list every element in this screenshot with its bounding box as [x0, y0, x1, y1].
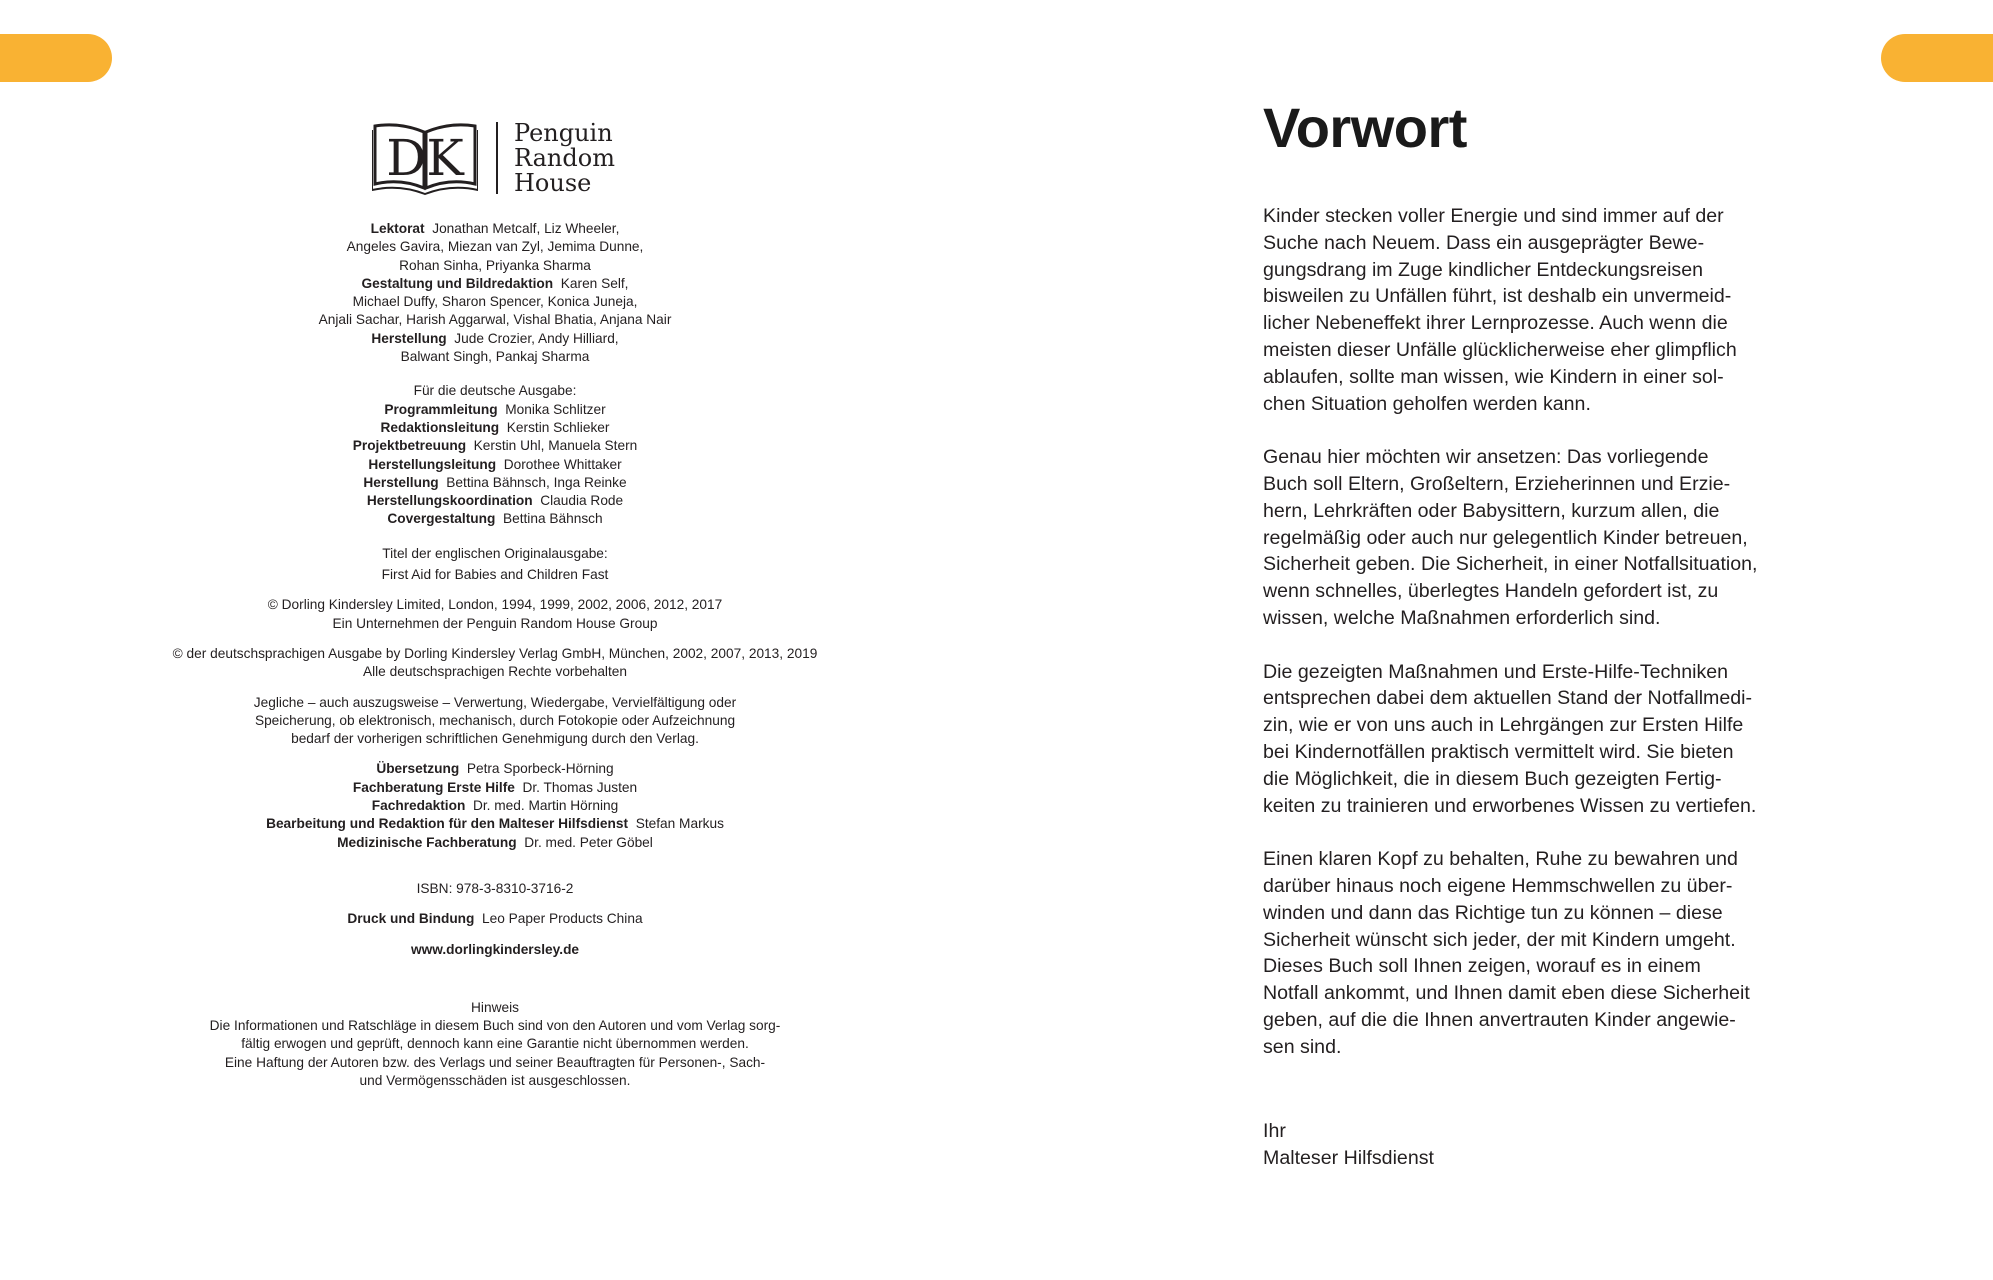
credits-english: Lektorat Jonathan Metcalf, Liz Wheeler, Angeles Gavira, Miezan van Zyl, Jemima Dunne, Rohan Sinha, Priyanka Sharma Gestaltung und Bildredaktion Karen Self, Michael Duffy, Sharon Spencer, Konica Juneja, Anjali Sachar, Harish Aggarwal, Vishal Bhatia, Anjana Nair Herstellung Jude Crozier, Andy Hilliard, Balwant Singh, Pankaj Sharma	[318, 221, 672, 365]
dk-logo-icon	[372, 120, 478, 196]
sign-off: Ihr Malteser Hilfsdienst	[1263, 1120, 1434, 1169]
translation-credits: Übersetzung Petra Sporbeck-Hörning Fachberatung Erste Hilfe Dr. Thomas Justen Fachredaktion Dr. med. Martin Hörning Bearbeitung und Redaktion für den Malteser Hilfsdienst Stefan Markus Medizinische Fachberatung Dr. med. Peter Göbel	[266, 761, 724, 850]
print-credit: Druck und Bindung Leo Paper Products China	[347, 911, 643, 927]
penguin-random-house-wordmark: Penguin Random House	[514, 118, 615, 197]
disclaimer-note: Hinweis Die Informationen und Ratschläge in diesem Buch sind von den Autoren und vom Verlag sorg- fältig erwogen und geprüft, dennoch kann eine Garantie nicht übernommen werden. Eine Haftung der Autoren bzw. des Verlags und seiner Beauftragten für Personen-, Sach- und Vermögensschäden ist ausgeschlossen.	[209, 999, 781, 1088]
foreword-body	[1263, 203, 1863, 1087]
logo-divider	[496, 122, 498, 194]
foreword-paragraph: Die gezeigten Maßnahmen und Erste-Hilfe-Techniken entsprechen dabei dem aktuellen Stand der Notfallmedi- zin, wie er von uns auch in Lehrgängen zur Ersten Hilfe bei Kindernotfällen praktisch vermittelt wird. Sie bieten die Möglichkeit, die in diesem Buch gezeigten Fertig- keiten zu trainieren und erworbenes Wissen zu vertiefen.	[1263, 660, 1757, 817]
isbn: ISBN: 978-3-8310-3716-2	[416, 880, 574, 896]
rights-notice: Jegliche – auch auszugsweise – Verwertung, Wiedergabe, Vervielfältigung oder Speicherung, ob elektronisch, mechanisch, durch Fotokopie oder Aufzeichnung bedarf der vorherigen schriftlichen Genehmigung durch den Verlag.	[253, 694, 737, 747]
foreword-paragraph: Kinder stecken voller Energie und sind immer auf der Suche nach Neuem. Dass ein ausgeprägter Bewe- gungsdrang im Zuge kindlicher Entdeckungsreisen bisweilen zu Unfällen führt, ist deshalb ein unvermeid- licher Nebeneffekt ihrer Lernprozesse. Auch wenn die meisten dieser Unfälle glücklicherweise eher glimpflich ablaufen, sollte man wissen, wie Kindern in einer sol- chen Situation geholfen werden kann.	[1263, 205, 1737, 415]
imprint-text	[90, 220, 900, 1090]
foreword-paragraph: Genau hier möchten wir ansetzen: Das vorliegende Buch soll Eltern, Großeltern, Erzieherinnen und Erzie- hern, Lehrkräften oder Babysittern, kurzum allen, die regelmäßig oder auch nur gelegentlich Kinder betreuen, Sicherheit geben. Die Sicherheit, in einer Notfallsituation, wenn schnelles, überlegtes Handeln gefordert ist, zu wissen, welche Maßnahmen erforderlich sind.	[1263, 446, 1758, 629]
website-link[interactable]: www.dorlingkindersley.de	[410, 941, 580, 957]
publisher-logo	[372, 120, 615, 196]
svg-text:DK: DK	[386, 129, 464, 187]
copyright-de: © der deutschsprachigen Ausgabe by Dorling Kindersley Verlag GmbH, München, 2002, 2007, 2013, 2019 Alle deutschsprachigen Rechte vorbehalten	[172, 645, 818, 680]
page-title: Vorwort	[1263, 96, 1467, 159]
copyright-uk: © Dorling Kindersley Limited, London, 1994, 1999, 2002, 2006, 2012, 2017 Ein Unternehmen der Penguin Random House Group	[267, 597, 723, 631]
right-page-tab	[1881, 34, 1993, 82]
credits-german: Für die deutsche Ausgabe: Programmleitung Monika Schlitzer Redaktionsleitung Kerstin Schlieker Projektbetreuung Kerstin Uhl, Manuela Stern Herstellungsleitung Dorothee Whittaker Herstellung Bettina Bähnsch, Inga Reinke Herstellungskoordination Claudia Rode Covergestaltung Bettina Bähnsch	[352, 383, 638, 527]
foreword-paragraph: Einen klaren Kopf zu behalten, Ruhe zu bewahren und darüber hinaus noch eigene Hemmschwellen zu über- winden und dann das Richtige tun zu können – diese Sicherheit wünscht sich jeder, der mit Kindern umgeht. Dieses Buch soll Ihnen zeigen, worauf es in einem Notfall ankommt, und Ihnen damit eben diese Sicherheit geben, auf die die Ihnen anvertrauten Kinder angewie- sen sind.	[1263, 848, 1750, 1058]
imprint-page	[0, 0, 990, 1280]
original-title: Titel der englischen Originalausgabe: First Aid for Babies and Children Fast	[381, 545, 609, 583]
